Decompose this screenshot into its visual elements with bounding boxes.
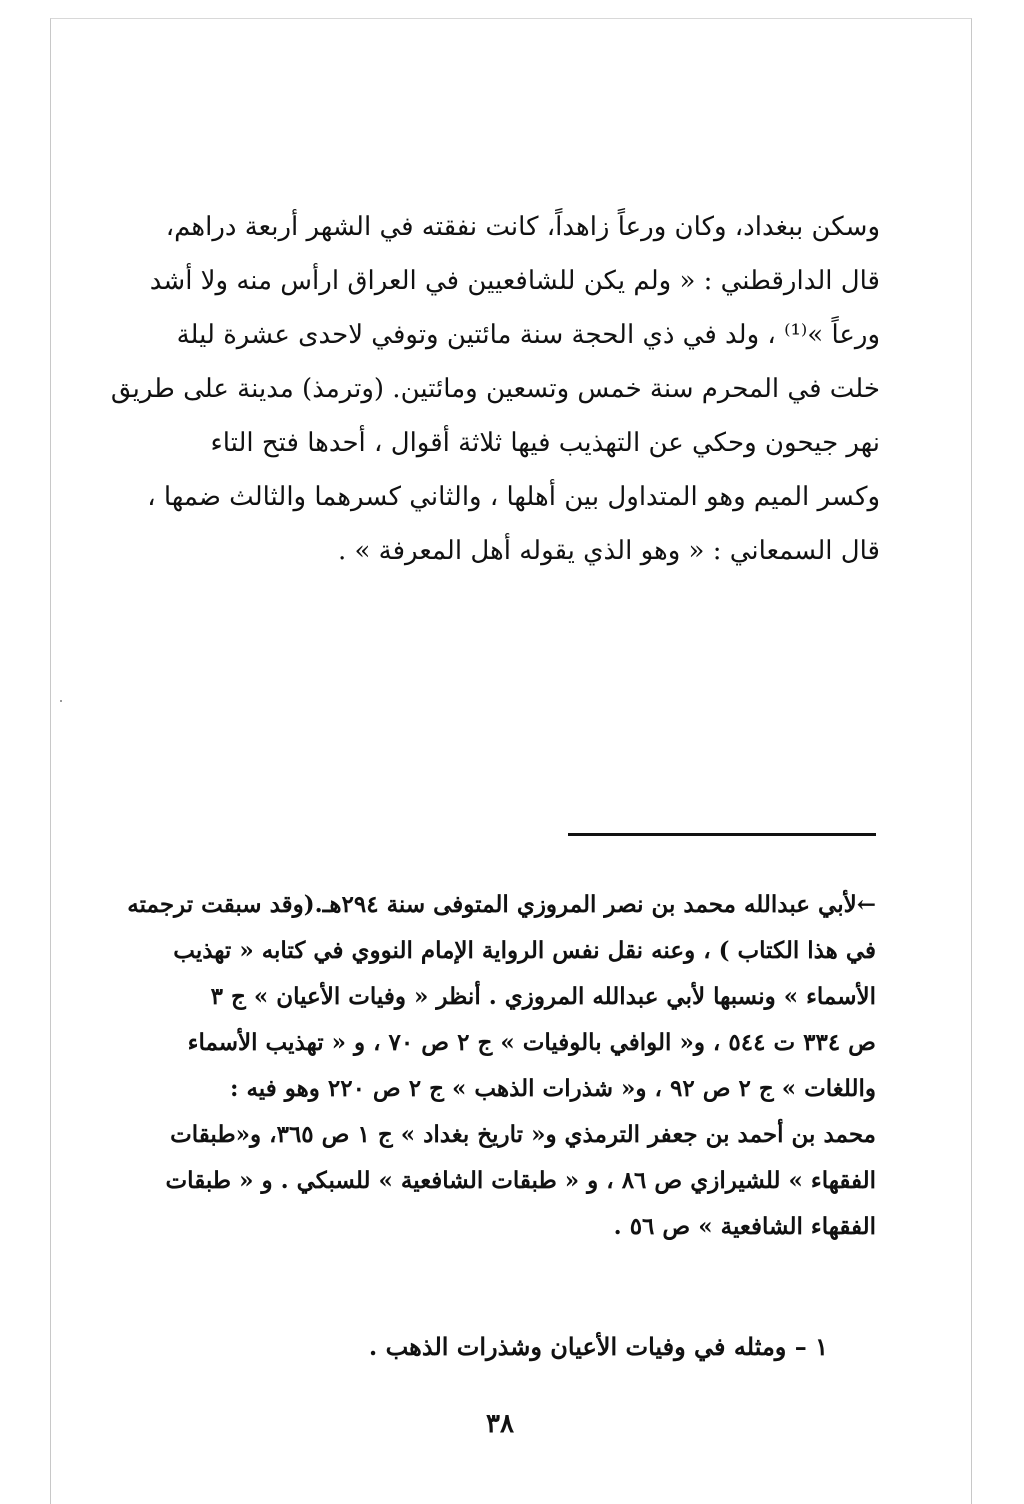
footnote-line: في هذا الكتاب ) ، وعنه نقل نفس الرواية الإمام النووي في كتابه « تهذيب — [173, 937, 876, 964]
footnote-line: الأسماء » ونسبها لأبي عبدالله المروزي . أنظر « وفيات الأعيان » ج ٣ — [210, 983, 876, 1010]
footnote-line: واللغات » ج ٢ ص ٩٢ ، و« شذرات الذهب » ج ٢ ص ٢٢٠ وهو فيه : — [229, 1075, 876, 1102]
footnote-1: ١ – ومثله في وفيات الأعيان وشذرات الذهب . — [368, 1332, 828, 1361]
footnote-line: ص ٣٣٤ ت ٥٤٤ ، و« الوافي بالوفيات » ج ٢ ص ٧٠ ، و « تهذيب الأسماء — [187, 1029, 876, 1056]
footnote-divider — [568, 833, 876, 836]
main-text-line: ورعاً »⁽¹⁾ ، ولد في ذي الحجة سنة مائتين وتوفي لاحدى عشرة ليلة — [176, 320, 880, 350]
footnote-continuation — [108, 882, 876, 1250]
main-text-line: قال الدارقطني : « ولم يكن للشافعيين في العراق ارأس منه ولا أشد — [149, 266, 880, 296]
footnote-line: محمد بن أحمد بن جعفر الترمذي و« تاريخ بغداد » ج ١ ص ٣٦٥، و«طبقات — [170, 1121, 876, 1148]
main-text — [110, 200, 880, 578]
footnote-line: الفقهاء الشافعية » ص ٥٦ . — [613, 1213, 876, 1240]
main-text-line: خلت في المحرم سنة خمس وتسعين ومائتين. (وترمذ) مدينة على طريق — [110, 374, 880, 404]
page-number: ٣٨ — [486, 1409, 514, 1439]
margin-mark — [60, 700, 62, 702]
footnote-line: الفقهاء » للشيرازي ص ٨٦ ، و « طبقات الشافعية » للسبكي . و « طبقات — [165, 1167, 876, 1194]
main-text-line: وسكن ببغداد، وكان ورعاً زاهداً، كانت نفقته في الشهر أربعة دراهم، — [165, 212, 880, 242]
main-text-line: وكسر الميم وهو المتداول بين أهلها ، والثاني كسرهما والثالث ضمها ، — [147, 482, 880, 512]
footnote-line: ←لأبي عبدالله محمد بن نصر المروزي المتوفى سنة ٢٩٤هـ.(وقد سبقت ترجمته — [127, 891, 876, 918]
main-text-line: نهر جيحون وحكي عن التهذيب فيها ثلاثة أقوال ، أحدها فتح التاء — [210, 428, 880, 458]
main-text-line: قال السمعاني : « وهو الذي يقوله أهل المعرفة » . — [337, 536, 880, 566]
